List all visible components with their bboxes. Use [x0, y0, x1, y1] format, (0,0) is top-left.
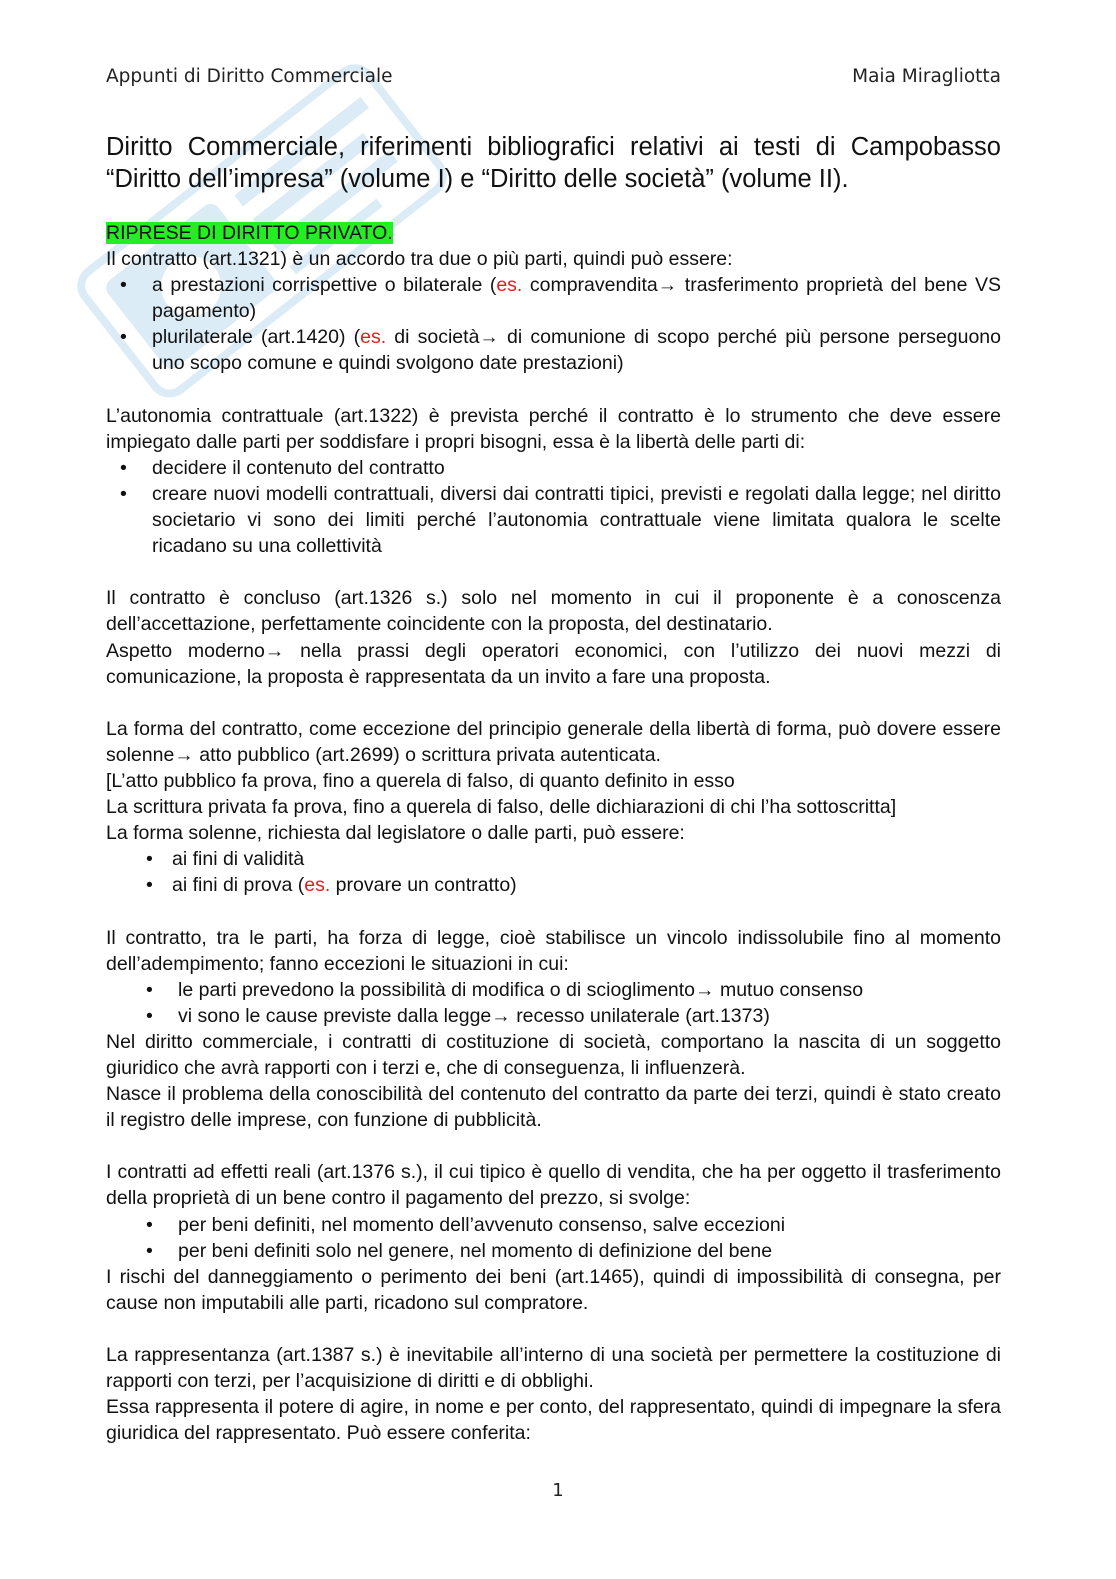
list-item: • per beni definiti solo nel genere, nel momento di definizione del bene [106, 1238, 1001, 1264]
text-span: a prestazioni corrispettive o bilaterale ( [152, 274, 497, 297]
text-span: compravendita→ trasferimento proprietà del bene VS pagamento) [152, 274, 1002, 323]
es-label: es. [360, 326, 387, 349]
list-item: • le parti prevedono la possibilità di modifica o di scioglimento→ mutuo consenso [106, 977, 1001, 1003]
autonomia-list [106, 455, 1001, 559]
forma-solenne-intro: La forma solenne, richiesta dal legislatore o dalle parti, può essere: [106, 822, 685, 845]
registro-imprese-paragraph: Nasce il problema della conoscibilità del contenuto del contratto da parte dei terzi, quindi è stato creato il registro delle imprese, con funzione di pubblicità. [106, 1083, 1001, 1132]
header-right: Maia Miragliotta [852, 66, 1001, 87]
text-span: ai fini di prova ( [172, 874, 305, 897]
forza-legge-paragraph: Il contratto, tra le parti, ha forza di legge, cioè stabilisce un vincolo indissolubile fino al momento dell’adempimento; fanno eccezioni le situazioni in cui: [106, 926, 1001, 975]
list-item: • vi sono le cause previste dalla legge→ recesso unilaterale (art.1373) [106, 1003, 1001, 1029]
effetti-reali-paragraph: I contratti ad effetti reali (art.1376 s.), il cui tipico è quello di vendita, che ha per oggetto il trasferimento della proprietà di un bene contro il pagamento del prezzo, si svolge: [106, 1161, 1001, 1210]
es-label: es. [496, 274, 523, 297]
list-item: • per beni definiti, nel momento dell’avvenuto consenso, salve eccezioni [106, 1212, 1001, 1238]
list-item [106, 272, 1001, 324]
list-item: • ai fini di validità [106, 846, 1001, 872]
diritto-commerciale-paragraph: Nel diritto commerciale, i contratti di costituzione di società, comportano la nascita di un soggetto giuridico che avrà rapporti con i terzi e, che di conseguenza, li influenzerà. [106, 1030, 1001, 1079]
document-body [106, 220, 1001, 1446]
contratto-intro: Il contratto (art.1321) è un accordo tra due o più parti, quindi può essere: [106, 248, 733, 271]
text-span: di società→ di comunione di scopo perché più persone perseguono uno scopo comune e quindi svolgono date prestazioni) [152, 326, 1001, 375]
forma-note-2: La scrittura privata fa prova, fino a querela di falso, delle dichiarazioni di chi l’ha sottoscritta] [106, 796, 897, 819]
list-item [106, 324, 1001, 376]
contratto-list [106, 272, 1001, 376]
rappresentanza-potere-paragraph: Essa rappresenta il potere di agire, in nome e per conto, del rappresentato, quindi di impegnare la sfera giuridica del rappresentato. Può essere conferita: [106, 1396, 1001, 1445]
list-item: • decidere il contenuto del contratto [106, 455, 1001, 481]
effetti-reali-list [106, 1212, 1001, 1264]
forma-paragraph: La forma del contratto, come eccezione del principio generale della libertà di forma, può dovere essere solenne→ atto pubblico (art.2699) o scrittura privata autenticata. [106, 717, 1001, 766]
page-number: 1 [552, 1480, 564, 1501]
list-item: • creare nuovi modelli contrattuali, diversi dai contratti tipici, previsti e regolati dalla legge; nel diritto societario vi sono dei limiti perché l’autonomia contrattuale viene limitata qualora le scelte ricadano su una collettività [106, 481, 1001, 559]
autonomia-intro: L’autonomia contrattuale (art.1322) è prevista perché il contratto è lo strumento che deve essere impiegato dalle parti per soddisfare i propri bisogni, essa è la libertà delle parti di: [106, 404, 1001, 453]
forma-note-1: [L’atto pubblico fa prova, fino a querela di falso, di quanto definito in esso [106, 769, 735, 792]
forza-legge-list [106, 977, 1001, 1029]
list-item [106, 872, 1001, 898]
header-left: Appunti di Diritto Commerciale [106, 66, 393, 87]
document-title: Diritto Commerciale, riferimenti bibliografici relativi ai testi di Campobasso “Diritto dell’impresa” (volume I) e “Diritto delle società” (volume II). [106, 133, 1001, 193]
forma-list [106, 846, 1001, 898]
text-span: plurilaterale (art.1420) ( [152, 326, 361, 349]
es-label: es. [304, 874, 331, 897]
section-heading [106, 220, 1001, 246]
rischi-paragraph: I rischi del danneggiamento o perimento dei beni (art.1465), quindi di impossibilità di consegna, per cause non imputabili alle parti, ricadono sul compratore. [106, 1265, 1001, 1314]
rappresentanza-paragraph: La rappresentanza (art.1387 s.) è inevitabile all’interno di una società per permettere la costituzione di rapporti con terzi, per l’acquisizione di diritti e di obblighi. [106, 1344, 1001, 1393]
section-heading-highlight: RIPRESE DI DIRITTO PRIVATO. [106, 222, 393, 244]
aspetto-moderno-paragraph: Aspetto moderno→ nella prassi degli operatori economici, con l’utilizzo dei nuovi mezzi di comunicazione, la proposta è rappresentata da un invito a fare una proposta. [106, 639, 1001, 688]
conclusione-paragraph: Il contratto è concluso (art.1326 s.) solo nel momento in cui il proponente è a conoscenza dell’accettazione, perfettamente coincidente con la proposta, del destinatario. [106, 587, 1001, 636]
text-span: provare un contratto) [330, 874, 517, 897]
page-header [106, 66, 1001, 87]
